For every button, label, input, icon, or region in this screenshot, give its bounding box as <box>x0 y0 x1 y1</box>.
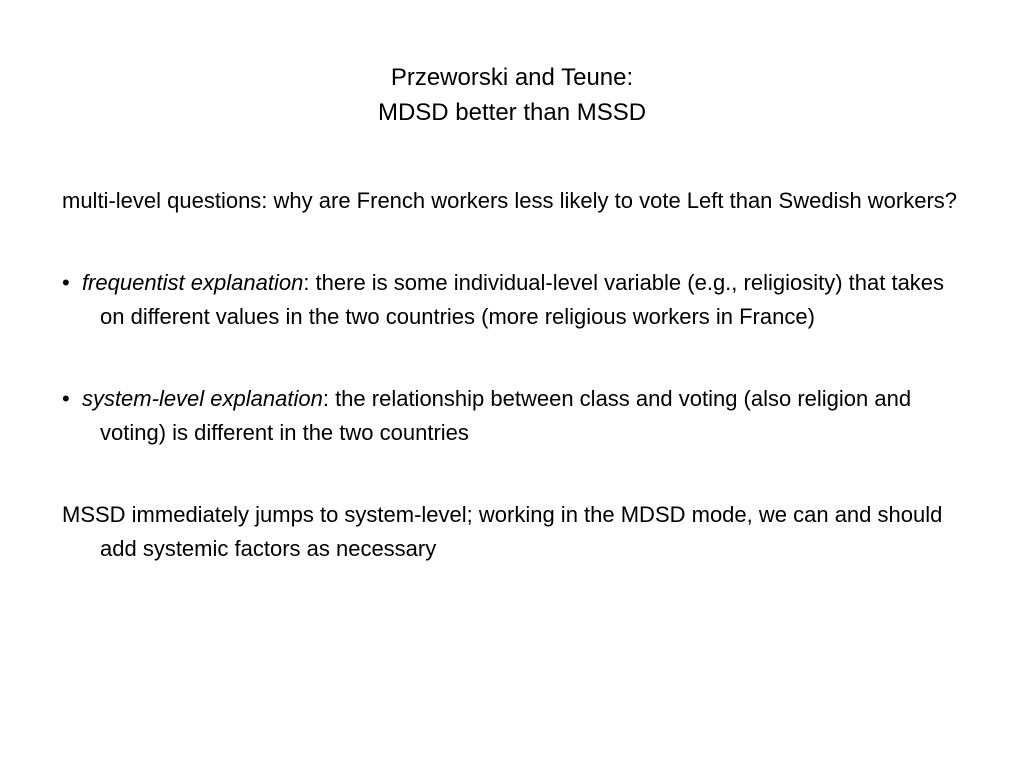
term-frequentist-explanation: frequentist explanation <box>81 270 304 295</box>
bullet-frequentist-explanation <box>62 266 962 334</box>
bullet-text: : the relationship between class and voting (also religion and voting) is different in the two countries <box>100 386 912 445</box>
bullet-icon: • <box>62 386 70 411</box>
slide-title-line-2: MDSD better than MSSD <box>377 99 647 126</box>
paragraph-text: MSSD immediately jumps to system-level; working in the MDSD mode, we can and should add systemic factors as necessary <box>62 502 943 561</box>
term-system-level-explanation: system-level explanation <box>81 386 323 411</box>
bullet-text: : there is some individual-level variable (e.g., religiosity) that takes on different values in the two countries (more religious workers in France) <box>100 270 945 329</box>
slide-title-line-1: Przeworski and Teune: <box>390 64 634 91</box>
slide-title <box>100 60 924 130</box>
bullet-icon: • <box>62 270 70 295</box>
paragraph-mssd-conclusion <box>62 498 962 566</box>
paragraph-text: multi-level questions: why are French workers less likely to vote Left than Swedish workers? <box>62 188 958 213</box>
paragraph-multi-level-questions <box>62 184 962 218</box>
bullet-system-level-explanation <box>62 382 962 450</box>
slide-body <box>62 184 962 566</box>
